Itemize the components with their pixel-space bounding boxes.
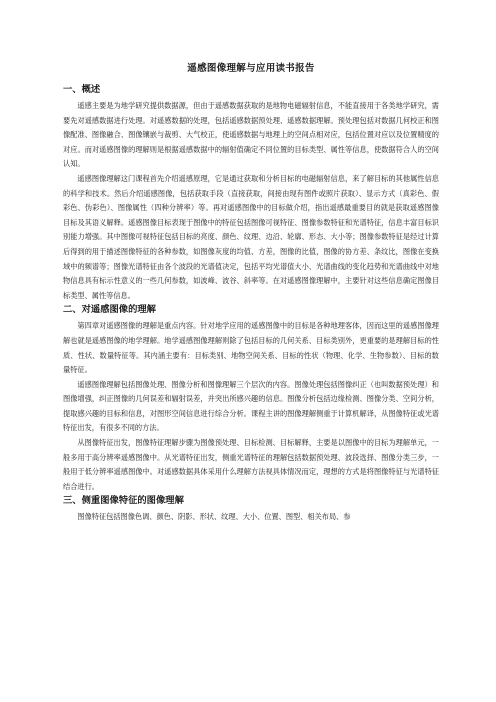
section-overview <box>63 83 439 303</box>
section-heading: 二、对遥感图像的理解 <box>63 304 156 316</box>
section-understanding <box>63 303 439 494</box>
paragraph: 遥感图像理解这门课程首先介绍遥感原理，它是通过获取和分析目标的电磁辐射信息，来了解目标的其他属性信息的科学和技术。然后介绍遥感图像，包括获取手段（直接获取，间接由现有图件或照片获取）、显示方式（真彩色、假彩色、伪彩色）、图像属性（四种分辨率）等。再对遥感图像中的目标做介绍，指出遥感最重要目的就是获取遥感图像目标及其语义解释。遥感图像目标表现于图像中的特征包括图像可视特征、图像参数特征和光谱特征，信息丰富目标识别能力增强。其中图像可视特征包括目标的亮度、颜色、纹理、边沿、轮廓、形态、大小等；图像参数特征是经过计算后得到的用于描述图像特征的各种参数，如图像灰度的均值、方差，图像的比值，图像的协方差、条纹比，图像在变换域中的频谱等；图像光谱特征由各个波段的光谱值决定，包括平均光谱值大小、光谱曲线的变化趋势和光谱曲线中对地物信息具有标示性意义的一些几何参数，如波峰、波谷、斜率等。在对遥感图像理解中，主要针对这些信息确定图像目标类型、属性等信息。 <box>63 173 439 300</box>
section-heading: 一、概述 <box>63 84 101 95</box>
paragraph: 图像特征包括图像色调、颜色、阴影、形状、纹理、大小、位置、图型、相关布局、参 <box>77 512 351 522</box>
paragraph: 第四章对遥感图像的理解是重点内容。针对地学应用的遥感图像中的目标是各种地理客体，因而这里的遥感图像理解也就是遥感图像的地学理解。地学遥感图像理解则除了包括目标的几何关系、目标类别外，更重要的是理解目标的性质、性状、数量特征等。其内涵主要有：目标类别、地物空间关系、目标的性状（物理、化学、生物参数）、目标的数量特征。 <box>63 321 439 375</box>
paragraph: 遥感主要是为地学研究提供数据源，但由于遥感数据获取的是地物电磁辐射信息，不能直接用于各类地学研究，需要先对遥感数据进行处理。对遥感数据的处理，包括遥感数据预处理、遥感数据理解。预处理包括对数据几何校正和图像配准、图像融合、图像镶嵌与裁剪、大气校正，使遥感数据与地理上的空间点相对应，包括位置对应以及位置精度的对应。而对遥感图像的理解则是根据遥感数据中的辐射值确定不同位置的目标类型、属性等信息，使数据符合人的空间认知。 <box>63 101 439 169</box>
section-image-feature <box>63 494 439 525</box>
paragraph: 从图像特征出发，图像特征理解步骤为图像预处理、目标检测、目标解释，主要是以图像中的目标为理解单元，一般多用于高分辨率遥感图像中。从光谱特征出发，侧重光谱特征的理解包括数据预处理、波段选择、图像分类三步，一般用于低分辨率遥感图像中。对遥感数据具体采用什么理解方法视具体情况而定，理想的方式是将图像特征与光谱特征结合进行。 <box>63 438 439 491</box>
section-heading: 三、侧重图像特征的图像理解 <box>63 495 184 507</box>
document-title: 遥感图像理解与应用读书报告 <box>187 63 315 74</box>
paragraph: 遥感图像理解包括图像处理、图像分析和图像理解三个层次的内容。图像处理包括图像纠正（也叫数据预处理）和图像增强，纠正图像的几何误差和辐射误差，并突出所感兴趣的信息。图像分析包括边缘检测、图像分类、空间分析，提取感兴趣的目标和信息，对图形空间信息进行综合分析。课程主讲的图像理解侧重于计算机解译，从图像特征或光谱特征出发，有很多不同的方法。 <box>63 379 439 433</box>
